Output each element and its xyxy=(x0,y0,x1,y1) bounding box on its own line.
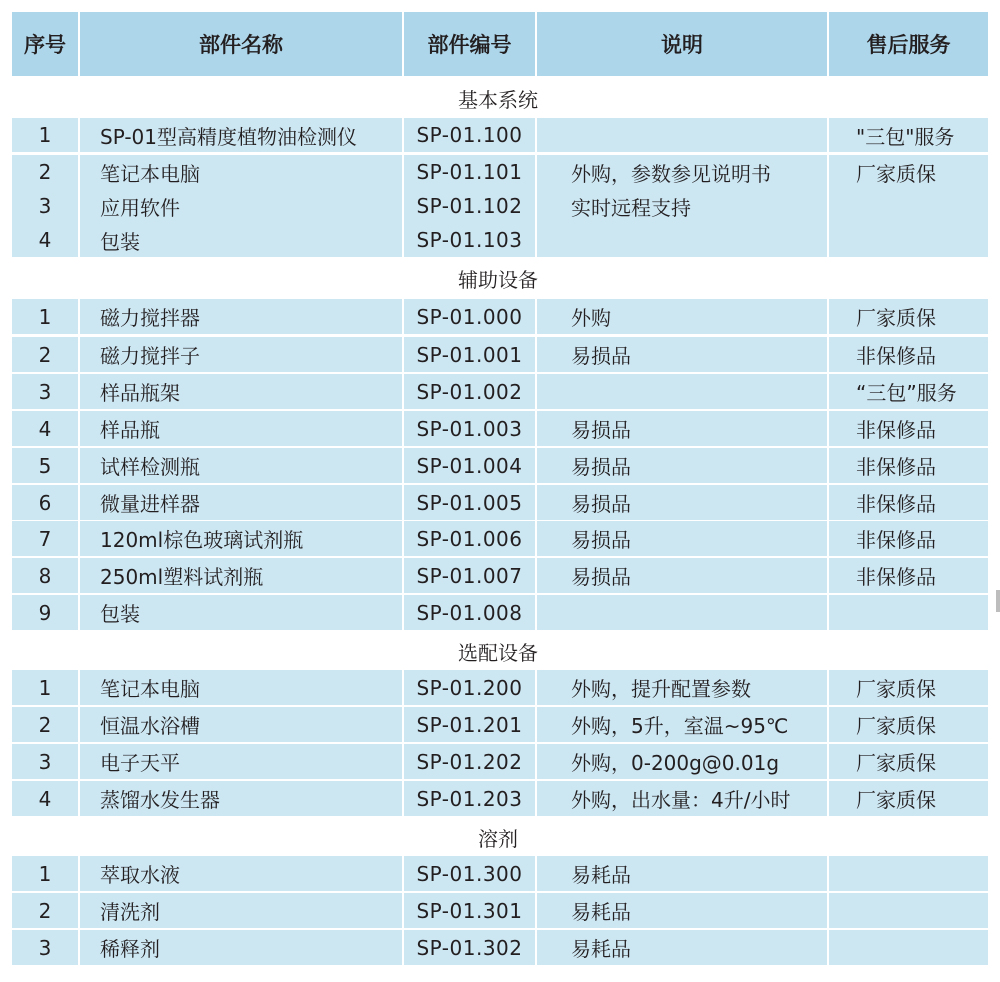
table-row xyxy=(12,893,984,928)
description-cell xyxy=(537,595,827,630)
table-row xyxy=(12,930,984,965)
part-code-cell: SP-01.102 xyxy=(404,189,535,223)
row-no-cell: 1 xyxy=(12,299,78,334)
row-no-cell: 3 xyxy=(12,744,78,779)
part-code-cell: SP-01.202 xyxy=(404,744,535,779)
after-sales-cell: 非保修品 xyxy=(829,521,988,556)
row-no-cell: 9 xyxy=(12,595,78,630)
section-title: 基本系统 xyxy=(12,78,984,118)
table-row xyxy=(12,485,984,520)
after-sales-cell xyxy=(829,595,988,630)
row-no-cell: 6 xyxy=(12,485,78,520)
after-sales-cell: 非保修品 xyxy=(829,337,988,372)
row-no-cell: 4 xyxy=(12,411,78,446)
table-row xyxy=(12,411,984,446)
table-row xyxy=(12,299,984,334)
row-no-cell: 7 xyxy=(12,521,78,556)
description-cell: 外购，提升配置参数 xyxy=(537,670,827,705)
row-no-cell: 3 xyxy=(12,189,78,223)
row-no-cell: 1 xyxy=(12,118,78,152)
table-row xyxy=(12,223,984,257)
row-no-cell: 1 xyxy=(12,670,78,705)
after-sales-cell: 非保修品 xyxy=(829,448,988,483)
row-no-cell: 3 xyxy=(12,930,78,965)
after-sales-cell: 厂家质保 xyxy=(829,781,988,816)
after-sales-cell: "三包"服务 xyxy=(829,118,988,152)
part-code-cell: SP-01.301 xyxy=(404,893,535,928)
after-sales-cell: 非保修品 xyxy=(829,558,988,593)
table-row xyxy=(12,118,984,152)
description-cell: 外购 xyxy=(537,299,827,334)
part-name-cell: 电子天平 xyxy=(80,744,402,779)
table-row xyxy=(12,448,984,483)
part-code-cell: SP-01.000 xyxy=(404,299,535,334)
part-name-cell: 120ml棕色玻璃试剂瓶 xyxy=(80,521,402,556)
description-cell: 易损品 xyxy=(537,448,827,483)
section-title: 辅助设备 xyxy=(12,258,984,298)
table-row xyxy=(12,744,984,779)
description-cell: 易损品 xyxy=(537,485,827,520)
part-name-cell: 笔记本电脑 xyxy=(80,155,402,189)
table-row xyxy=(12,781,984,816)
after-sales-cell: 厂家质保 xyxy=(829,155,988,189)
after-sales-cell: 厂家质保 xyxy=(829,670,988,705)
description-cell xyxy=(537,223,827,257)
header-row xyxy=(12,12,984,76)
description-cell: 易耗品 xyxy=(537,856,827,891)
header-part-name: 部件名称 xyxy=(80,12,402,76)
part-code-cell: SP-01.001 xyxy=(404,337,535,372)
row-no-cell: 2 xyxy=(12,707,78,742)
description-cell: 易损品 xyxy=(537,558,827,593)
part-name-cell: 蒸馏水发生器 xyxy=(80,781,402,816)
description-cell: 实时远程支持 xyxy=(537,189,827,223)
row-no-cell: 4 xyxy=(12,223,78,257)
part-code-cell: SP-01.100 xyxy=(404,118,535,152)
table-row xyxy=(12,521,984,556)
part-code-cell: SP-01.302 xyxy=(404,930,535,965)
table-row xyxy=(12,707,984,742)
description-cell: 外购，参数参见说明书 xyxy=(537,155,827,189)
after-sales-cell xyxy=(829,893,988,928)
description-cell: 易损品 xyxy=(537,521,827,556)
table-row xyxy=(12,337,984,372)
row-no-cell: 3 xyxy=(12,374,78,409)
table-row xyxy=(12,374,984,409)
row-no-cell: 2 xyxy=(12,893,78,928)
header-no: 序号 xyxy=(12,12,78,76)
row-no-cell: 1 xyxy=(12,856,78,891)
table-row xyxy=(12,856,984,891)
part-name-cell: 稀释剂 xyxy=(80,930,402,965)
description-cell: 易耗品 xyxy=(537,930,827,965)
part-code-cell: SP-01.008 xyxy=(404,595,535,630)
header-description: 说明 xyxy=(537,12,827,76)
part-name-cell: 磁力搅拌子 xyxy=(80,337,402,372)
description-cell: 易耗品 xyxy=(537,893,827,928)
part-code-cell: SP-01.201 xyxy=(404,707,535,742)
section-title: 溶剂 xyxy=(12,818,984,856)
description-cell: 外购，5升，室温~95℃ xyxy=(537,707,827,742)
table-row xyxy=(12,155,984,189)
after-sales-cell: 非保修品 xyxy=(829,485,988,520)
header-after-sales: 售后服务 xyxy=(829,12,988,76)
part-name-cell: 磁力搅拌器 xyxy=(80,299,402,334)
part-code-cell: SP-01.004 xyxy=(404,448,535,483)
part-name-cell: 试样检测瓶 xyxy=(80,448,402,483)
after-sales-cell xyxy=(829,930,988,965)
part-code-cell: SP-01.006 xyxy=(404,521,535,556)
row-no-cell: 2 xyxy=(12,337,78,372)
part-code-cell: SP-01.007 xyxy=(404,558,535,593)
after-sales-cell: 厂家质保 xyxy=(829,744,988,779)
part-name-cell: 恒温水浴槽 xyxy=(80,707,402,742)
table-row xyxy=(12,595,984,630)
part-name-cell: 包装 xyxy=(80,595,402,630)
description-cell: 外购，0-200g@0.01g xyxy=(537,744,827,779)
part-code-cell: SP-01.103 xyxy=(404,223,535,257)
after-sales-cell: 厂家质保 xyxy=(829,299,988,334)
part-code-cell: SP-01.300 xyxy=(404,856,535,891)
description-cell xyxy=(537,118,827,152)
after-sales-cell: “三包”服务 xyxy=(829,374,988,409)
part-code-cell: SP-01.002 xyxy=(404,374,535,409)
row-no-cell: 8 xyxy=(12,558,78,593)
description-cell xyxy=(537,374,827,409)
description-cell: 外购，出水量：4升/小时 xyxy=(537,781,827,816)
edge-mark xyxy=(996,590,1000,612)
part-code-cell: SP-01.203 xyxy=(404,781,535,816)
header-part-code: 部件编号 xyxy=(404,12,535,76)
part-name-cell: SP-01型高精度植物油检测仪 xyxy=(80,118,402,152)
after-sales-cell: 厂家质保 xyxy=(829,707,988,742)
after-sales-cell xyxy=(829,223,988,257)
section-title: 选配设备 xyxy=(12,632,984,670)
table-row xyxy=(12,189,984,223)
part-name-cell: 笔记本电脑 xyxy=(80,670,402,705)
table-row xyxy=(12,670,984,705)
after-sales-cell xyxy=(829,189,988,223)
part-name-cell: 微量进样器 xyxy=(80,485,402,520)
part-code-cell: SP-01.005 xyxy=(404,485,535,520)
row-no-cell: 4 xyxy=(12,781,78,816)
part-code-cell: SP-01.200 xyxy=(404,670,535,705)
part-code-cell: SP-01.003 xyxy=(404,411,535,446)
part-name-cell: 250ml塑料试剂瓶 xyxy=(80,558,402,593)
part-name-cell: 样品瓶架 xyxy=(80,374,402,409)
description-cell: 易损品 xyxy=(537,337,827,372)
part-code-cell: SP-01.101 xyxy=(404,155,535,189)
row-no-cell: 2 xyxy=(12,155,78,189)
part-name-cell: 萃取水液 xyxy=(80,856,402,891)
after-sales-cell xyxy=(829,856,988,891)
description-cell: 易损品 xyxy=(537,411,827,446)
after-sales-cell: 非保修品 xyxy=(829,411,988,446)
table-row xyxy=(12,558,984,593)
part-name-cell: 清洗剂 xyxy=(80,893,402,928)
row-no-cell: 5 xyxy=(12,448,78,483)
part-name-cell: 样品瓶 xyxy=(80,411,402,446)
part-name-cell: 应用软件 xyxy=(80,189,402,223)
part-name-cell: 包装 xyxy=(80,223,402,257)
